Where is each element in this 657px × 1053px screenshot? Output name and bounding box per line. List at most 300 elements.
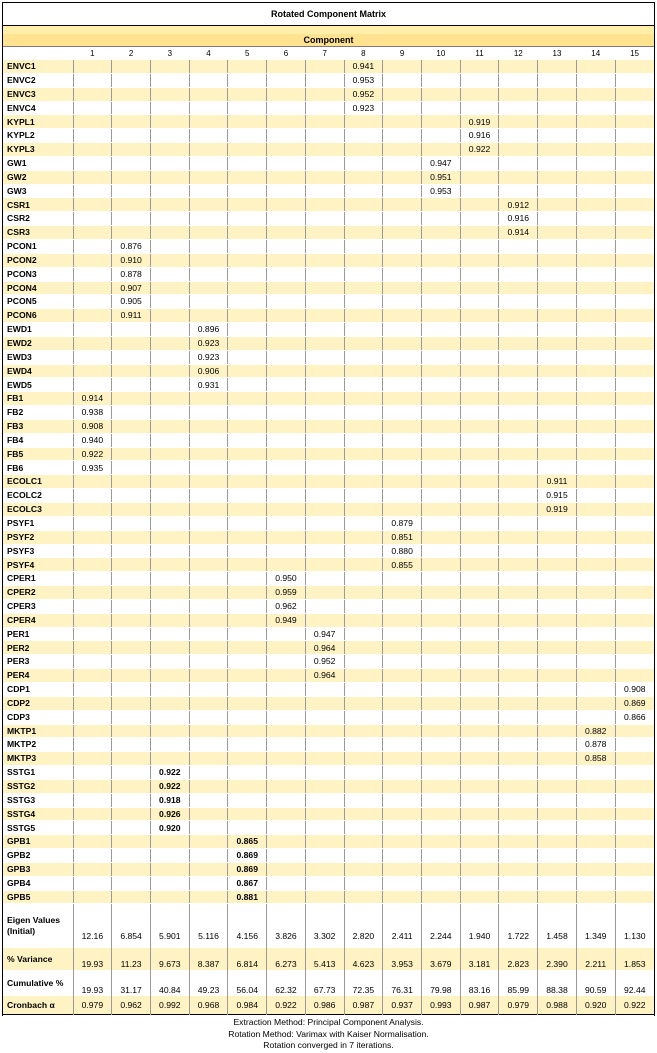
stat-value: 2.390 <box>538 948 577 970</box>
empty-cell <box>112 766 151 780</box>
empty-cell <box>305 143 344 157</box>
empty-cell <box>189 461 228 475</box>
empty-cell <box>189 835 228 849</box>
empty-cell <box>305 87 344 101</box>
empty-cell <box>538 779 577 793</box>
empty-cell <box>538 516 577 530</box>
empty-cell <box>150 309 189 323</box>
stat-value: 1.940 <box>460 904 499 949</box>
loading-value: 0.926 <box>150 807 189 821</box>
empty-cell <box>538 752 577 766</box>
empty-cell <box>460 392 499 406</box>
empty-cell <box>344 599 383 613</box>
empty-cell <box>538 724 577 738</box>
empty-cell <box>499 350 538 364</box>
empty-cell <box>344 544 383 558</box>
empty-cell <box>460 766 499 780</box>
loading-value: 0.953 <box>421 184 460 198</box>
empty-cell <box>383 336 422 350</box>
empty-cell <box>305 406 344 420</box>
table-row <box>3 641 654 655</box>
empty-cell <box>150 87 189 101</box>
empty-cell <box>189 73 228 87</box>
stat-value: 0.987 <box>344 996 383 1015</box>
empty-cell <box>305 516 344 530</box>
empty-cell <box>228 143 267 157</box>
empty-cell <box>538 669 577 683</box>
empty-cell <box>305 364 344 378</box>
empty-cell <box>576 710 615 724</box>
loading-value: 0.964 <box>305 669 344 683</box>
empty-cell <box>73 627 112 641</box>
empty-cell <box>344 627 383 641</box>
stat-value: 0.920 <box>576 996 615 1015</box>
empty-cell <box>421 323 460 337</box>
table-row <box>3 586 654 600</box>
empty-cell <box>305 170 344 184</box>
empty-cell <box>421 710 460 724</box>
stat-value: 1.349 <box>576 904 615 949</box>
empty-cell <box>189 627 228 641</box>
empty-cell <box>499 239 538 253</box>
variable-label: CPER2 <box>3 586 73 600</box>
empty-cell <box>228 156 267 170</box>
empty-cell <box>228 253 267 267</box>
empty-cell <box>150 696 189 710</box>
empty-cell <box>228 323 267 337</box>
empty-cell <box>150 627 189 641</box>
variable-label: EWD5 <box>3 378 73 392</box>
empty-cell <box>383 295 422 309</box>
empty-cell <box>112 738 151 752</box>
empty-cell <box>189 392 228 406</box>
empty-cell <box>189 779 228 793</box>
variable-label: CPER3 <box>3 599 73 613</box>
empty-cell <box>305 129 344 143</box>
table-row <box>3 226 654 240</box>
empty-cell <box>576 682 615 696</box>
empty-cell <box>615 752 654 766</box>
empty-cell <box>73 364 112 378</box>
empty-cell <box>267 198 306 212</box>
empty-cell <box>228 669 267 683</box>
empty-cell <box>383 835 422 849</box>
empty-cell <box>538 821 577 835</box>
stat-value: 19.93 <box>73 970 112 996</box>
empty-cell <box>499 572 538 586</box>
empty-cell <box>460 267 499 281</box>
empty-cell <box>267 184 306 198</box>
empty-cell <box>421 779 460 793</box>
empty-cell <box>421 862 460 876</box>
empty-cell <box>421 613 460 627</box>
table-row <box>3 295 654 309</box>
empty-cell <box>228 710 267 724</box>
table-row <box>3 696 654 710</box>
empty-cell <box>499 503 538 517</box>
empty-cell <box>499 613 538 627</box>
empty-cell <box>421 641 460 655</box>
empty-cell <box>344 724 383 738</box>
empty-cell <box>499 323 538 337</box>
empty-cell <box>615 378 654 392</box>
empty-cell <box>305 849 344 863</box>
empty-cell <box>267 350 306 364</box>
empty-cell <box>228 738 267 752</box>
table-row <box>3 406 654 420</box>
empty-cell <box>73 807 112 821</box>
empty-cell <box>460 281 499 295</box>
empty-cell <box>460 641 499 655</box>
empty-cell <box>421 392 460 406</box>
variable-label: PER3 <box>3 655 73 669</box>
empty-cell <box>421 475 460 489</box>
empty-cell <box>228 433 267 447</box>
empty-cell <box>150 129 189 143</box>
empty-cell <box>267 530 306 544</box>
empty-cell <box>615 267 654 281</box>
cumulative-row <box>3 970 654 996</box>
empty-cell <box>615 849 654 863</box>
empty-cell <box>305 212 344 226</box>
variable-label: CSR2 <box>3 212 73 226</box>
table-row <box>3 170 654 184</box>
empty-cell <box>267 724 306 738</box>
empty-cell <box>150 599 189 613</box>
empty-cell <box>228 627 267 641</box>
empty-cell <box>267 212 306 226</box>
empty-cell <box>305 530 344 544</box>
table-row <box>3 87 654 101</box>
empty-cell <box>538 447 577 461</box>
empty-cell <box>460 821 499 835</box>
empty-cell <box>383 60 422 73</box>
empty-cell <box>228 419 267 433</box>
empty-cell <box>538 170 577 184</box>
empty-cell <box>344 696 383 710</box>
empty-cell <box>73 184 112 198</box>
empty-cell <box>460 530 499 544</box>
empty-cell <box>228 779 267 793</box>
loading-value: 0.914 <box>73 392 112 406</box>
empty-cell <box>576 323 615 337</box>
variance-row <box>3 948 654 970</box>
empty-cell <box>73 503 112 517</box>
empty-cell <box>576 835 615 849</box>
table-row <box>3 60 654 73</box>
empty-cell <box>499 101 538 115</box>
empty-cell <box>73 253 112 267</box>
empty-cell <box>112 419 151 433</box>
variable-label: KYPL2 <box>3 129 73 143</box>
stat-value: 67.73 <box>305 970 344 996</box>
empty-cell <box>150 336 189 350</box>
empty-cell <box>576 876 615 890</box>
table-row <box>3 253 654 267</box>
empty-cell <box>421 364 460 378</box>
empty-cell <box>576 309 615 323</box>
empty-cell <box>73 724 112 738</box>
empty-cell <box>576 267 615 281</box>
empty-cell <box>228 586 267 600</box>
variable-label: CPER4 <box>3 613 73 627</box>
empty-cell <box>460 696 499 710</box>
empty-cell <box>615 544 654 558</box>
empty-cell <box>112 503 151 517</box>
loading-value: 0.922 <box>150 766 189 780</box>
stat-value: 0.984 <box>228 996 267 1015</box>
stat-value: 85.99 <box>499 970 538 996</box>
empty-cell <box>344 682 383 696</box>
empty-cell <box>421 212 460 226</box>
empty-cell <box>73 682 112 696</box>
empty-cell <box>73 323 112 337</box>
empty-cell <box>383 669 422 683</box>
empty-cell <box>499 641 538 655</box>
empty-cell <box>189 516 228 530</box>
empty-cell <box>538 226 577 240</box>
empty-cell <box>538 655 577 669</box>
empty-cell <box>73 779 112 793</box>
empty-cell <box>383 447 422 461</box>
loading-value: 0.919 <box>538 503 577 517</box>
empty-cell <box>499 558 538 572</box>
variable-label: PER4 <box>3 669 73 683</box>
empty-cell <box>73 641 112 655</box>
loading-value: 0.918 <box>150 793 189 807</box>
table-row <box>3 184 654 198</box>
empty-cell <box>576 392 615 406</box>
loading-value: 0.964 <box>305 641 344 655</box>
empty-cell <box>383 641 422 655</box>
empty-cell <box>460 710 499 724</box>
empty-cell <box>73 489 112 503</box>
empty-cell <box>383 281 422 295</box>
empty-cell <box>383 198 422 212</box>
empty-cell <box>189 503 228 517</box>
empty-cell <box>538 143 577 157</box>
component-number: 4 <box>206 48 211 58</box>
empty-cell <box>576 129 615 143</box>
empty-cell <box>344 558 383 572</box>
empty-cell <box>189 60 228 73</box>
variable-label: FB1 <box>3 392 73 406</box>
empty-cell <box>615 323 654 337</box>
empty-cell <box>189 724 228 738</box>
table-row <box>3 807 654 821</box>
loading-value: 0.907 <box>112 281 151 295</box>
empty-cell <box>73 558 112 572</box>
empty-cell <box>305 198 344 212</box>
component-number: 6 <box>283 48 289 58</box>
empty-cell <box>576 821 615 835</box>
empty-cell <box>150 253 189 267</box>
empty-cell <box>189 212 228 226</box>
table-row <box>3 115 654 129</box>
empty-cell <box>460 73 499 87</box>
empty-cell <box>460 364 499 378</box>
empty-cell <box>460 198 499 212</box>
table-row <box>3 599 654 613</box>
stat-value: 56.04 <box>228 970 267 996</box>
empty-cell <box>189 87 228 101</box>
loading-value: 0.916 <box>460 129 499 143</box>
empty-cell <box>460 156 499 170</box>
empty-cell <box>538 129 577 143</box>
empty-cell <box>344 779 383 793</box>
empty-cell <box>421 696 460 710</box>
empty-cell <box>344 475 383 489</box>
stat-value: 3.302 <box>305 904 344 949</box>
empty-cell <box>267 821 306 835</box>
table-row <box>3 779 654 793</box>
empty-cell <box>228 281 267 295</box>
empty-cell <box>189 696 228 710</box>
empty-cell <box>150 752 189 766</box>
empty-cell <box>344 516 383 530</box>
empty-cell <box>538 364 577 378</box>
empty-cell <box>73 295 112 309</box>
empty-cell <box>460 101 499 115</box>
variable-label: KYPL3 <box>3 143 73 157</box>
table-row <box>3 890 654 904</box>
empty-cell <box>344 849 383 863</box>
table-row <box>3 323 654 337</box>
table-row <box>3 392 654 406</box>
empty-cell <box>189 101 228 115</box>
empty-cell <box>460 807 499 821</box>
empty-cell <box>421 558 460 572</box>
empty-cell <box>189 115 228 129</box>
empty-cell <box>538 641 577 655</box>
variable-label: PCON6 <box>3 309 73 323</box>
empty-cell <box>538 586 577 600</box>
empty-cell <box>189 184 228 198</box>
empty-cell <box>150 682 189 696</box>
empty-cell <box>189 406 228 420</box>
table-row <box>3 281 654 295</box>
empty-cell <box>267 752 306 766</box>
empty-cell <box>305 253 344 267</box>
empty-cell <box>499 87 538 101</box>
empty-cell <box>344 447 383 461</box>
empty-cell <box>344 281 383 295</box>
empty-cell <box>538 766 577 780</box>
empty-cell <box>150 323 189 337</box>
empty-cell <box>421 419 460 433</box>
loading-value: 0.878 <box>112 267 151 281</box>
empty-cell <box>344 212 383 226</box>
empty-cell <box>267 87 306 101</box>
empty-cell <box>305 267 344 281</box>
variable-label: SSTG4 <box>3 807 73 821</box>
empty-cell <box>615 309 654 323</box>
table-row <box>3 239 654 253</box>
empty-cell <box>615 627 654 641</box>
stat-value: 9.673 <box>150 948 189 970</box>
empty-cell <box>538 696 577 710</box>
variable-label: GW1 <box>3 156 73 170</box>
empty-cell <box>499 599 538 613</box>
empty-cell <box>267 253 306 267</box>
empty-cell <box>615 281 654 295</box>
empty-cell <box>73 835 112 849</box>
empty-cell <box>267 309 306 323</box>
empty-cell <box>499 862 538 876</box>
empty-cell <box>383 184 422 198</box>
empty-cell <box>73 129 112 143</box>
empty-cell <box>421 129 460 143</box>
loading-value: 0.919 <box>460 115 499 129</box>
empty-cell <box>112 682 151 696</box>
empty-cell <box>615 641 654 655</box>
empty-cell <box>228 682 267 696</box>
empty-cell <box>344 807 383 821</box>
empty-cell <box>499 336 538 350</box>
empty-cell <box>538 862 577 876</box>
empty-cell <box>228 599 267 613</box>
empty-cell <box>344 766 383 780</box>
empty-cell <box>421 738 460 752</box>
empty-cell <box>383 655 422 669</box>
variable-label: ECOLC2 <box>3 489 73 503</box>
loading-value: 0.869 <box>615 696 654 710</box>
empty-cell <box>73 143 112 157</box>
table-row <box>3 516 654 530</box>
empty-cell <box>112 696 151 710</box>
empty-cell <box>615 406 654 420</box>
empty-cell <box>305 281 344 295</box>
empty-cell <box>421 724 460 738</box>
empty-cell <box>305 156 344 170</box>
table-row <box>3 669 654 683</box>
empty-cell <box>344 198 383 212</box>
variable-label: EWD1 <box>3 323 73 337</box>
stat-value: 0.937 <box>383 996 422 1015</box>
component-number: 15 <box>630 48 639 58</box>
empty-cell <box>150 544 189 558</box>
loading-value: 0.908 <box>615 682 654 696</box>
empty-cell <box>383 821 422 835</box>
loading-value: 0.931 <box>189 378 228 392</box>
variable-label: PCON4 <box>3 281 73 295</box>
eigenvalue-row <box>3 904 654 949</box>
empty-cell <box>73 212 112 226</box>
table-row <box>3 682 654 696</box>
empty-cell <box>383 793 422 807</box>
empty-cell <box>499 461 538 475</box>
empty-cell <box>267 835 306 849</box>
empty-cell <box>615 115 654 129</box>
empty-cell <box>73 599 112 613</box>
empty-cell <box>189 613 228 627</box>
empty-cell <box>189 586 228 600</box>
empty-cell <box>344 295 383 309</box>
empty-cell <box>267 129 306 143</box>
stat-value: 0.987 <box>460 996 499 1015</box>
empty-cell <box>73 115 112 129</box>
empty-cell <box>460 599 499 613</box>
empty-cell <box>189 876 228 890</box>
empty-cell <box>421 835 460 849</box>
empty-cell <box>305 184 344 198</box>
empty-cell <box>383 267 422 281</box>
empty-cell <box>344 226 383 240</box>
loading-value: 0.908 <box>73 419 112 433</box>
component-number: 1 <box>90 48 95 58</box>
empty-cell <box>576 890 615 904</box>
empty-cell <box>267 323 306 337</box>
